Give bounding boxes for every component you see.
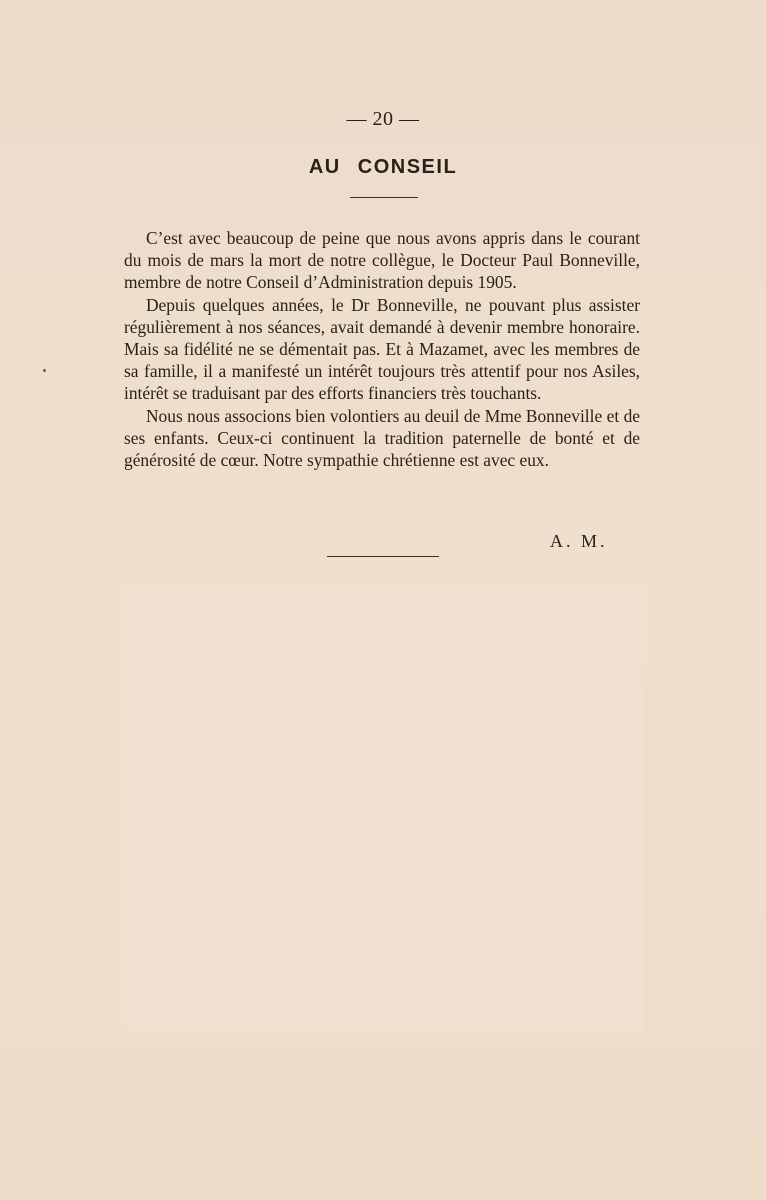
paragraph: Depuis quelques années, le Dr Bonneville, ne pouvant plus assister régulièrement à nos séances, avait demandé à devenir membre honoraire. Mais sa fidélité ne se démentait pas. Et à Mazamet, avec les membres de sa famille, il a manifesté un intérêt toujours très attentif pour nos Asiles, intérêt se traduisant par des efforts financiers très touchants.	[124, 294, 640, 404]
paragraph: C’est avec beaucoup de peine que nous avons appris dans le courant du mois de mars la mort de notre collègue, le Docteur Paul Bonneville, membre de notre Conseil d’Administration depuis 1905.	[124, 228, 640, 293]
article-body	[124, 227, 640, 471]
paragraph: Nous nous associons bien volontiers au deuil de Mme Bonneville et de ses enfants. Ceux-ci continuent la tradition paternelle de bonté et de générosité de cœur. Notre sympathie chrétienne est avec eux.	[124, 405, 640, 471]
signature: A. M.	[550, 531, 608, 551]
margin-speck	[43, 369, 46, 372]
title-divider	[350, 197, 418, 198]
end-divider	[327, 556, 439, 557]
page-number: — 20 —	[346, 108, 420, 130]
blank-area	[121, 586, 644, 1031]
page-title: AU CONSEIL	[308, 156, 458, 178]
